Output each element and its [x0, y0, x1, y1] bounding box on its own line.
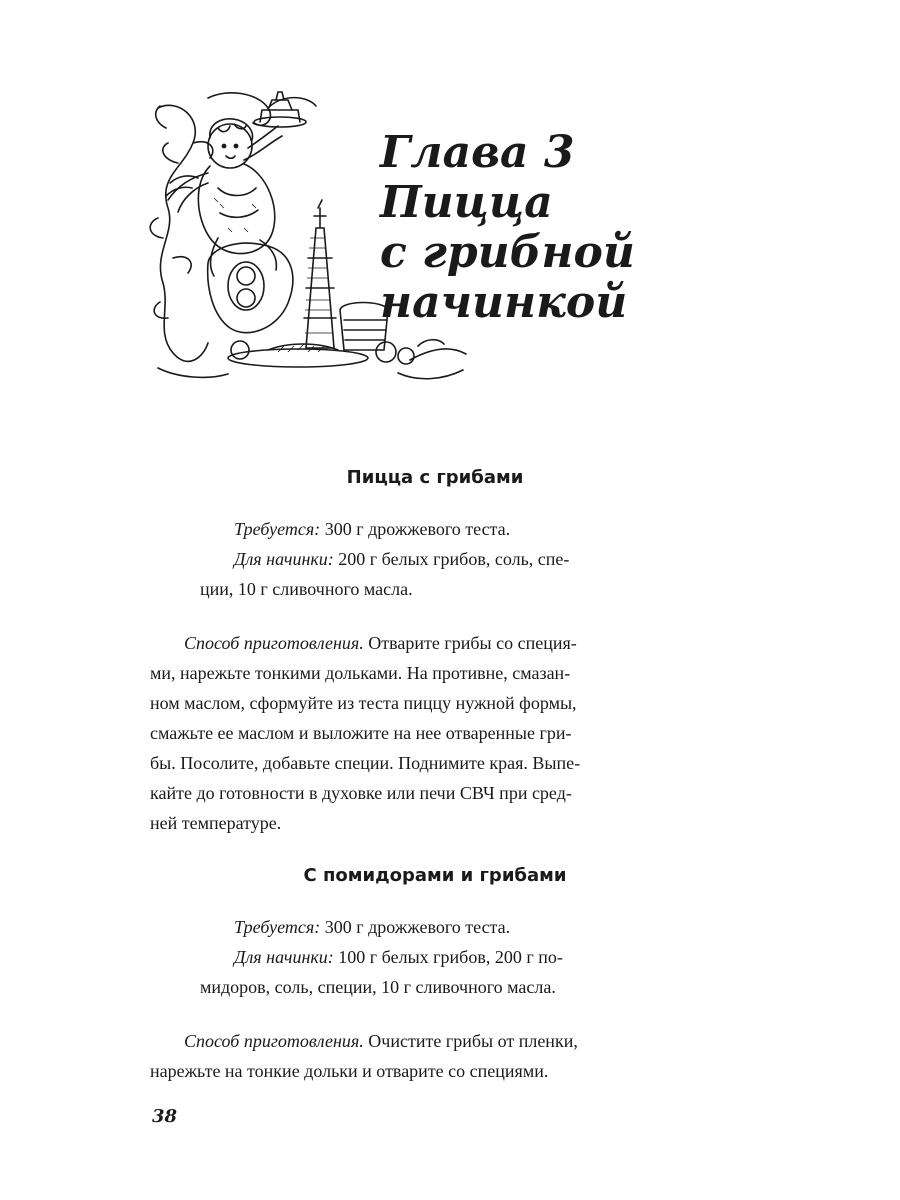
recipe-title: Пицца с грибами [346, 467, 524, 488]
method-line: Способ приготовления. Очистите грибы от пленки, [184, 1031, 578, 1051]
ingredient-line: мидоров, соль, специи, 10 г сливочного масла. [200, 977, 556, 997]
method-line: кайте до готовности в духовке или печи СВЧ при сред- [150, 783, 572, 803]
method-line: смажьте ее маслом и выложите на нее отваренные гри- [150, 723, 572, 743]
chapter-title-line: начинкой [380, 277, 628, 328]
page-number: 38 [152, 1106, 178, 1127]
chapter-number: Глава 3 [380, 127, 575, 178]
filling-label: Для начинки: [234, 549, 334, 569]
recipe-title: С помидорами и грибами [303, 865, 567, 886]
ingredient-line: ции, 10 г сливочного масла. [200, 579, 413, 599]
method-label: Способ приготовления. [184, 1031, 364, 1051]
chapter-title-line: с грибной [380, 227, 635, 278]
ingredient-line: Для начинки: 200 г белых грибов, соль, спе- [234, 549, 570, 569]
recipe-ingredients [200, 514, 670, 604]
ingredient-line: Для начинки: 100 г белых грибов, 200 г по- [234, 947, 563, 967]
method-line: ном маслом, сформуйте из теста пиццу нужной формы, [150, 693, 577, 713]
method-line: нарежьте на тонкие дольки и отварите со специями. [150, 1061, 549, 1081]
method-line: Способ приготовления. Отварите грибы со специя- [184, 633, 577, 653]
method-line: бы. Посолите, добавьте специи. Поднимите края. Выпе- [150, 753, 581, 773]
recipe-method [150, 1026, 720, 1086]
ingredient-line: Требуется: 300 г дрожжевого теста. [234, 519, 511, 539]
requirement-label: Требуется: [234, 519, 321, 539]
chapter-title [380, 128, 635, 328]
method-label: Способ приготовления. [184, 633, 364, 653]
chapter-title-line: Пицца [380, 177, 553, 228]
requirement-label: Требуется: [234, 917, 321, 937]
method-line: ней температуре. [150, 813, 282, 833]
filling-label: Для начинки: [234, 947, 334, 967]
recipe-ingredients [200, 912, 670, 1002]
ingredient-line: Требуется: 300 г дрожжевого теста. [234, 917, 511, 937]
recipe-method [150, 628, 720, 838]
method-line: ми, нарежьте тонкими дольками. На противне, смазан- [150, 663, 571, 683]
